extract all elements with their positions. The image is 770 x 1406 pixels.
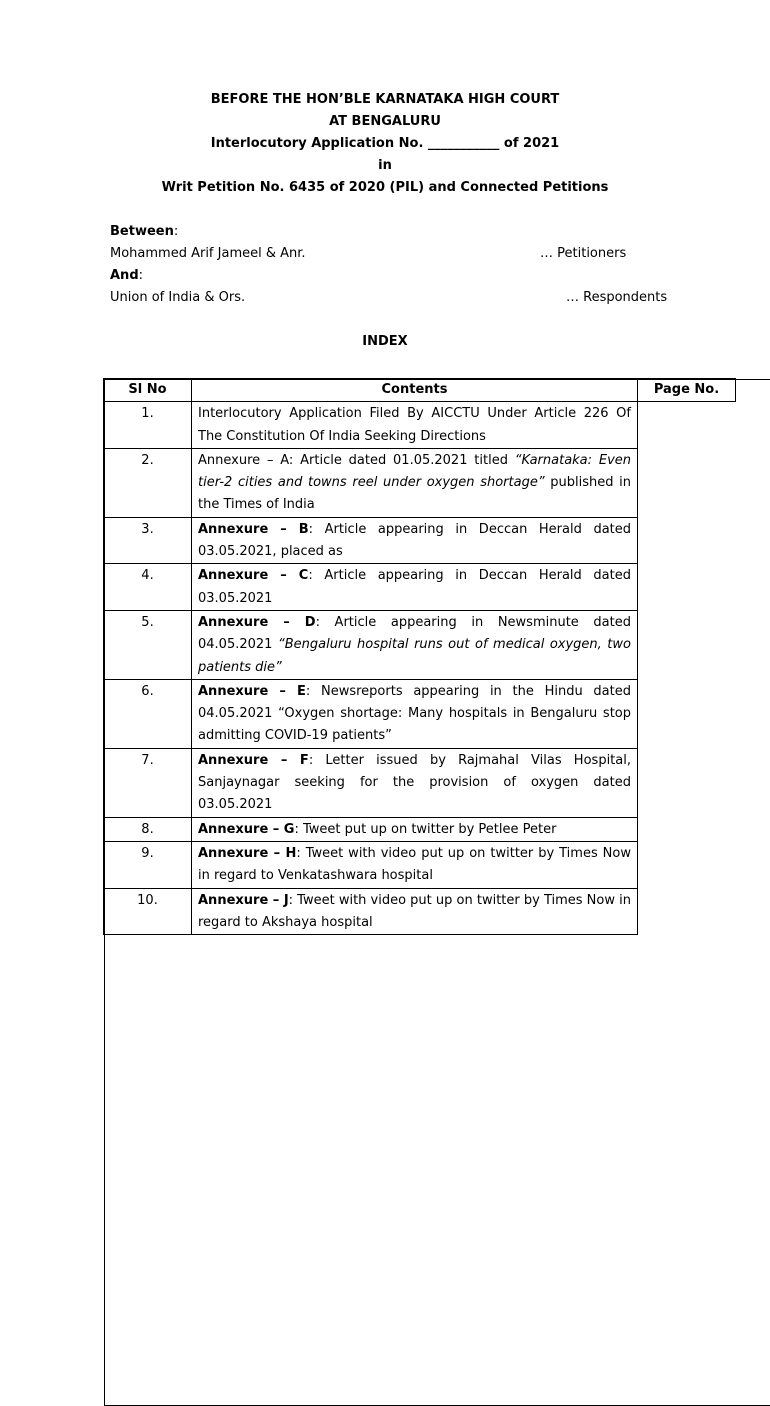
and-line: And: <box>110 268 143 283</box>
annexure-label: Annexure – H <box>198 846 296 861</box>
row-sl: 3. <box>104 517 192 564</box>
row-sl: 7. <box>104 748 192 817</box>
row-sl: 10. <box>104 888 192 935</box>
index-title: INDEX <box>0 334 770 349</box>
row-text: : Article appearing in Newsminute dated 04.05.2021 <box>198 615 631 652</box>
row-text: : Tweet put up on twitter by Petlee Peter <box>294 822 556 837</box>
row-sl: 5. <box>104 610 192 679</box>
annexure-label: Annexure – B <box>198 522 309 537</box>
header-contents: Contents <box>192 379 638 402</box>
row-sl: 8. <box>104 817 192 841</box>
index-table <box>103 378 736 935</box>
row-sl: 6. <box>104 679 192 748</box>
row-text: : Article appearing in Deccan Herald dated 03.05.2021, placed as <box>198 522 631 559</box>
row-text: Annexure – A: Article dated 01.05.2021 titled <box>198 453 515 468</box>
court-title: BEFORE THE HON’BLE KARNATAKA HIGH COURT <box>0 92 770 107</box>
respondent-name: Union of India & Ors. <box>110 290 245 305</box>
row-sl: 1. <box>104 402 192 449</box>
court-location: AT BENGALURU <box>0 114 770 129</box>
header-sl-no: Sl No <box>104 379 192 402</box>
row-text: : Tweet with video put up on twitter by Times Now in regard to Venkatashwara hospital <box>198 846 631 883</box>
writ-petition-title: Writ Petition No. 6435 of 2020 (PIL) and Connected Petitions <box>0 180 770 195</box>
header-page-no: Page No. <box>638 379 736 402</box>
row-sl: 9. <box>104 841 192 888</box>
annexure-label: Annexure – J <box>198 893 289 908</box>
article-title: “Bengaluru hospital runs out of medical oxygen, two patients die” <box>198 637 631 674</box>
and-label: And <box>110 268 139 283</box>
table-row <box>104 888 736 935</box>
annexure-label: Annexure – E <box>198 684 306 699</box>
in-label: in <box>0 158 770 173</box>
petitioner-role: … Petitioners <box>540 246 626 261</box>
row-text: : Tweet with video put up on twitter by Times Now in regard to Akshaya hospital <box>198 893 631 930</box>
row-sl: 4. <box>104 564 192 611</box>
row-contents: Interlocutory Application Filed By AICCTU Under Article 226 Of The Constitution Of India Seeking Directions <box>192 402 638 449</box>
application-number: Interlocutory Application No. ___________ of 2021 <box>0 136 770 151</box>
petitioner-name: Mohammed Arif Jameel & Anr. <box>110 246 306 261</box>
row-text: : Letter issued by Rajmahal Vilas Hospital, Sanjaynagar seeking for the provision of oxygen dated 03.05.2021 <box>198 753 631 813</box>
row-text-tail: published in the Times of India <box>198 475 631 512</box>
row-page <box>104 379 770 1406</box>
between-line: Between: <box>110 224 178 239</box>
annexure-label: Annexure – F <box>198 753 309 768</box>
article-title: “Karnataka: Even tier-2 cities and towns reel under oxygen shortage” <box>198 453 631 490</box>
annexure-label: Annexure – C <box>198 568 308 583</box>
row-text: : Newsreports appearing in the Hindu dated 04.05.2021 “Oxygen shortage: Many hospitals in Bengaluru stop admitting COVID-19 patients” <box>198 684 631 744</box>
row-sl: 2. <box>104 448 192 517</box>
annexure-label: Annexure – D <box>198 615 316 630</box>
row-text: : Article appearing in Deccan Herald dated 03.05.2021 <box>198 568 631 605</box>
between-label: Between <box>110 224 174 239</box>
annexure-label: Annexure – G <box>198 822 294 837</box>
respondent-role: … Respondents <box>566 290 667 305</box>
